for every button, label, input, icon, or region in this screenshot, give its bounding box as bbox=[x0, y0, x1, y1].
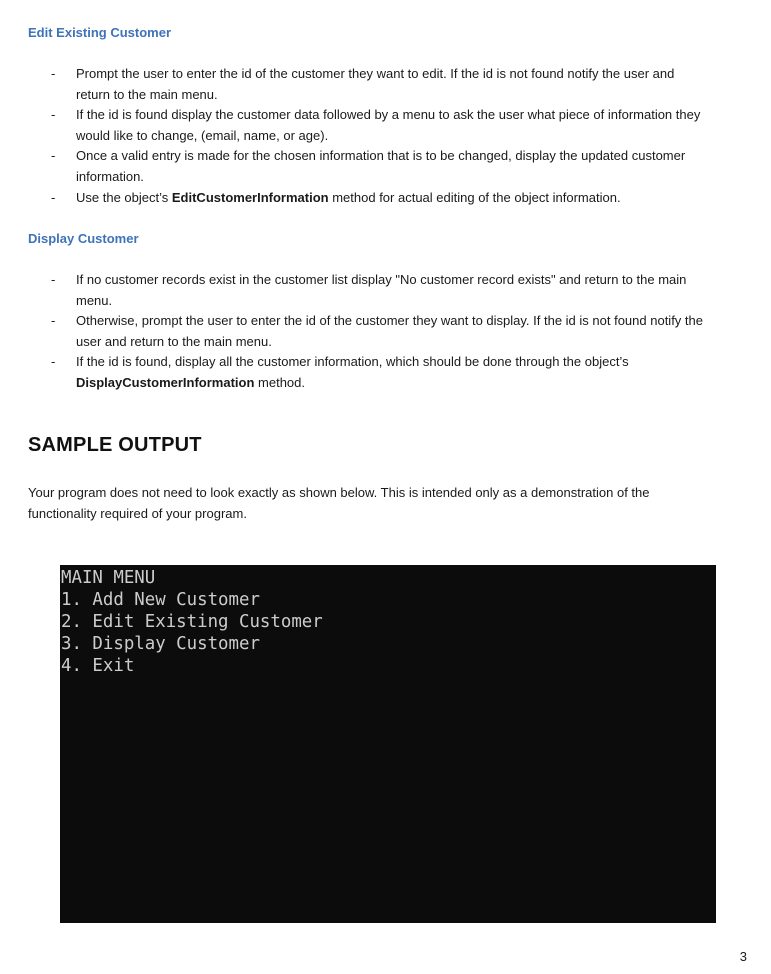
edit-customer-list bbox=[28, 64, 748, 208]
list-item: - Prompt the user to enter the id of the customer they want to edit. If the id is not found notify the user and return to the main menu. bbox=[51, 66, 675, 102]
console-line-menu-title: MAIN MENU bbox=[61, 568, 156, 588]
list-item: - If no customer records exist in the customer list display "No customer record exists" and return to the main menu. bbox=[51, 272, 687, 308]
method-name: EditCustomerInformation bbox=[171, 189, 329, 205]
display-customer-list bbox=[28, 270, 748, 394]
list-item: - Once a valid entry is made for the chosen information that is to be changed, display the updated customer information. bbox=[51, 148, 686, 184]
console-line-option-1: 1. Add New Customer bbox=[61, 590, 260, 610]
sample-output-intro: Your program does not need to look exactly as shown below. This is intended only as a demonstration of the functionality required of your program. bbox=[28, 485, 650, 521]
method-name: DisplayCustomerInformation bbox=[76, 374, 255, 390]
sample-output-heading: SAMPLE OUTPUT bbox=[28, 434, 202, 456]
list-item: - If the id is found, display all the customer information, which should be done through the object’s DisplayCustomerInformation method. bbox=[51, 354, 629, 390]
edit-customer-heading: Edit Existing Customer bbox=[28, 25, 172, 40]
list-item: - Use the object’s EditCustomerInformation method for actual editing of the object information. bbox=[51, 189, 621, 205]
console-window bbox=[60, 565, 716, 923]
display-customer-heading: Display Customer bbox=[28, 231, 139, 246]
list-item: - If the id is found display the customer data followed by a menu to ask the user what piece of information they would like to change, (email, name, or age). bbox=[51, 107, 701, 143]
list-item: - Otherwise, prompt the user to enter the id of the customer they want to display. If the id is not found notify the user and return to the main menu. bbox=[51, 313, 703, 349]
page-number: 3 bbox=[739, 949, 747, 964]
console-line-option-4: 4. Exit bbox=[61, 656, 135, 676]
console-line-option-3: 3. Display Customer bbox=[61, 634, 260, 654]
console-line-option-2: 2. Edit Existing Customer bbox=[61, 612, 323, 632]
